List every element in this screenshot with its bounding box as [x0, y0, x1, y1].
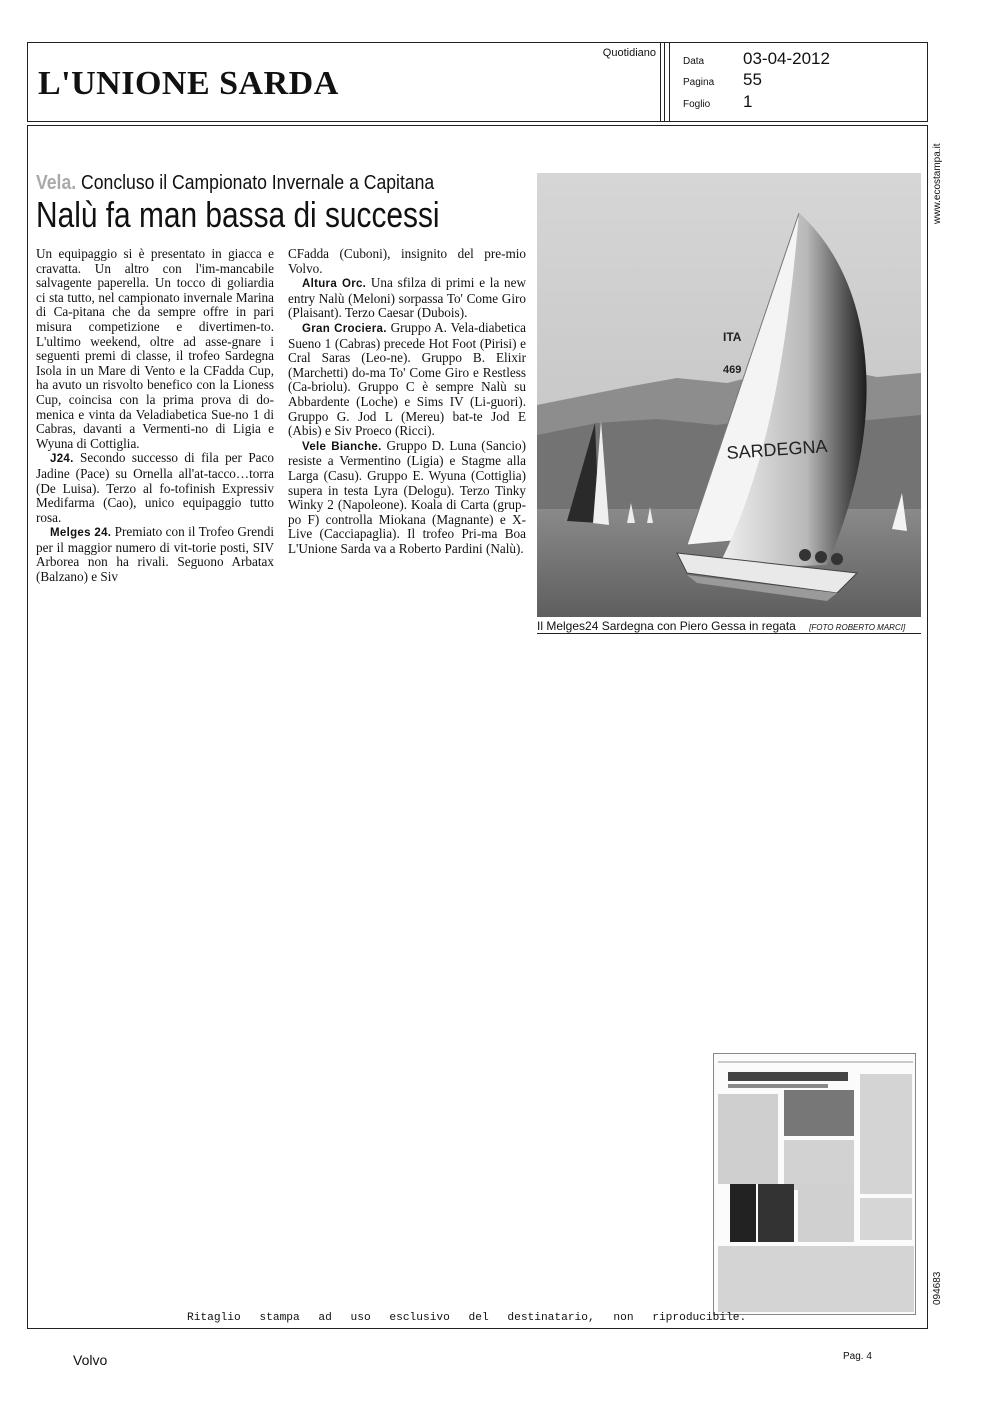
photo-credit: [FOTO ROBERTO MARCI] — [809, 623, 906, 632]
meta-page-value: 55 — [743, 70, 762, 89]
article-headline: Nalù fa man bassa di successi — [36, 194, 440, 235]
page-thumbnail-illustration — [714, 1054, 916, 1315]
section-label: Vela. — [36, 172, 77, 194]
photo-caption — [537, 618, 921, 634]
meta-sheet-value: 1 — [743, 92, 753, 111]
meta-date-row — [683, 49, 830, 69]
paragraph-lead: Gran Crociera. — [302, 322, 387, 335]
paragraph-lead: Melges 24. — [50, 527, 112, 540]
sailboat-photo — [537, 173, 921, 617]
paragraph-lead: Vele Bianche. — [302, 440, 382, 453]
page-brand: Volvo — [73, 1352, 108, 1368]
paragraph-lead: Altura Orc. — [302, 278, 367, 291]
caption-text: Il Melges24 Sardegna con Piero Gessa in regata — [537, 619, 796, 633]
masthead-box — [28, 43, 665, 121]
article-kicker — [36, 172, 434, 195]
sail-number-text: 469 — [723, 364, 742, 376]
meta-page-label: Pagina — [683, 77, 715, 88]
sailboat-illustration — [537, 173, 921, 617]
article-column-1 — [36, 247, 274, 585]
newspaper-header — [27, 42, 928, 122]
clipping-notice: Ritaglio stampa ad uso esclusivo del destinatario, non riproducibile. — [187, 1312, 747, 1324]
meta-date-value: 03-04-2012 — [743, 49, 830, 68]
paragraph: Gran Crociera. Gruppo A. Vela-diabetica Sueno 1 (Cabras) precede Hot Foot (Pirisi) e Cral Saras (Leo-ne). Gruppo B. Elixir (Marchetti) do-ma To' Come Giro e Restless (Ca-briolu). Gruppo C è sempre Nalù su Abbardente (Loche) e Sims IV (Li-guori). Gruppo G. Jod L (Mereu) bat-te Jod E (Abis) e Siv Proeco (Ricci). — [288, 319, 527, 439]
meta-sheet-row — [683, 92, 752, 112]
page-number: Pag. 4 — [843, 1351, 872, 1362]
kicker-text: Concluso il Campionato Invernale a Capitana — [81, 172, 435, 194]
paragraph: J24. Secondo successo di fila per Paco Jadine (Pace) su Ornella all'at-tacco…torra (De Luisa). Terzo al fo-tofinish Expressiv Medifarma (Cao), unico equipaggio tutto rosa. — [36, 450, 274, 525]
meta-sheet-label: Foglio — [683, 99, 711, 110]
meta-page-row — [683, 70, 762, 90]
side-url: www.ecostampa.it — [932, 143, 943, 225]
side-code: 094683 — [932, 1271, 943, 1305]
issue-meta-box — [669, 43, 927, 121]
paragraph-lead: J24. — [50, 453, 74, 466]
sail-ita-text: ITA — [723, 330, 742, 344]
sail-sardegna-text: SARDEGNA — [725, 435, 829, 463]
publication-type: Quotidiano — [602, 47, 656, 59]
paragraph: Vele Bianche. Gruppo D. Luna (Sancio) resiste a Vermentino (Ligia) e Stagme alla Larga (Casu). Gruppo E. Wyuna (Cottiglia) supera in testa Lyra (Delogu). Terzo Tinky Winky 2 (Napoleone). Koala di Carta (grup-po F) controlla Miokana (Magnante) e X-Live (Cacciapaglia). Il trofeo Pri-ma Boa L'Unione Sarda va a Roberto Pardini (Nalù). — [288, 437, 526, 556]
paragraph: Melges 24. Premiato con il Trofeo Grendi per il maggior numero di vit-torie posti, SIV Arborea non ha rivali. Seguono Arbatax (Balzano) e Siv — [36, 524, 274, 585]
article-column-2 — [288, 247, 526, 556]
paragraph: Un equipaggio si è presentato in giacca e cravatta. Un altro con l'im-mancabile salvagente paperella. Un tocco di goliardia ci sta tutto, nel campionato invernale Marina di Ca-pitana che da sempre offre in pari misura competizione e divertimen-to. L'ultimo weekend, oltre ad asse-gnare i seguenti premi di classe, il trofeo Sardegna Isola in un Mare di Vento e la CFadda Cup, ha avuto un risvolto benefico con la Lioness Cup, coincisa con la prima prova di do-menica e vinta da Veladiabetica Sue-no 1 di Cabras, davanti a Vermenti-no di Ligia e Wyuna di Cottiglia. — [36, 246, 274, 451]
meta-date-label: Data — [683, 56, 705, 67]
page-thumbnail — [713, 1053, 916, 1315]
masthead-title: L'UNIONE SARDA — [38, 65, 339, 102]
paragraph: CFadda (Cuboni), insignito del pre-mio Volvo. — [288, 246, 526, 276]
paragraph: Altura Orc. Una sfilza di primi e la new entry Nalù (Meloni) sorpassa To' Come Giro (Plaisant). Terzo Caesar (Dubois). — [288, 275, 526, 321]
